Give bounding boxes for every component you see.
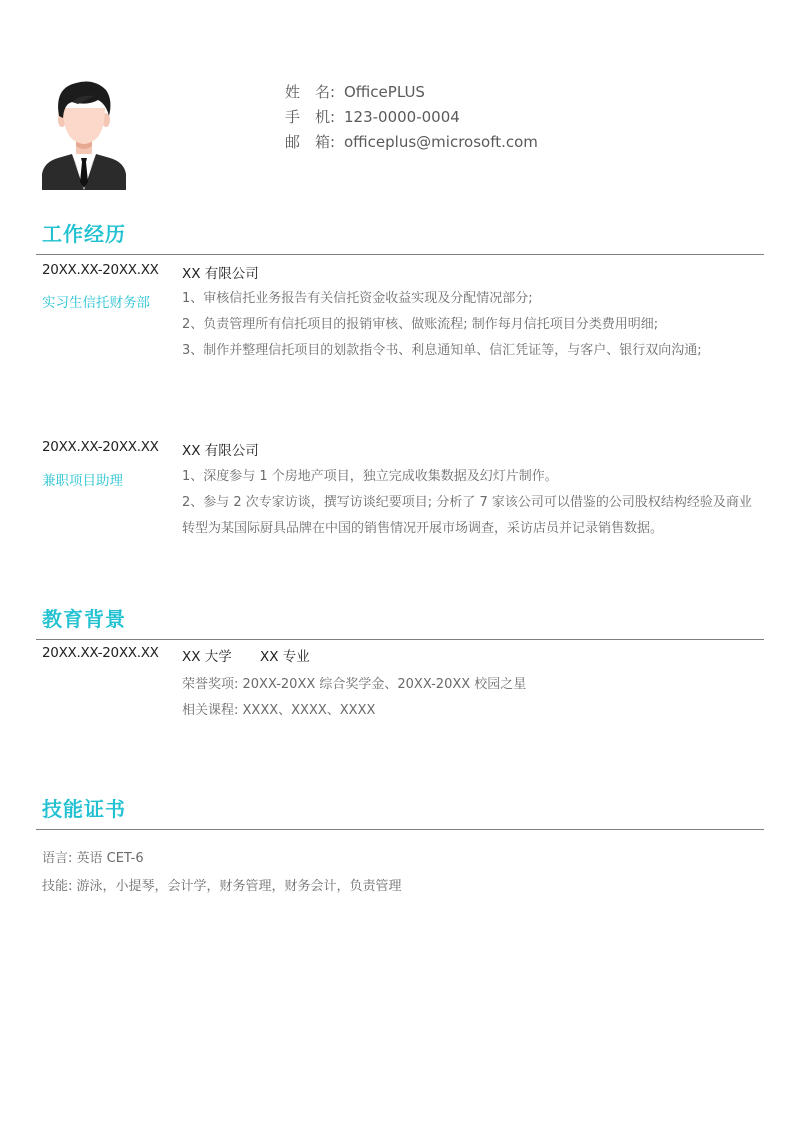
contact-info [285, 80, 538, 155]
job-2-company: XX 有限公司 [182, 443, 259, 459]
job-2-bullets [182, 464, 764, 542]
skills-list: 技能: 游泳，小提琴，会计学，财务管理，财务会计，负责管理 [42, 879, 402, 894]
job-1-role: 实习生信托财务部 [42, 295, 150, 311]
email-row [285, 130, 538, 155]
job-1-company: XX 有限公司 [182, 266, 259, 282]
phone-label: 手 机: [285, 108, 336, 126]
name-value: OfficePLUS [344, 83, 425, 101]
phone-row [285, 105, 538, 130]
job-2-bullet: 1、深度参与 1 个房地产项目，独立完成收集数据及幻灯片制作。 [182, 469, 558, 484]
job-2-date: 20XX.XX-20XX.XX [42, 439, 159, 455]
job-1-bullets [182, 286, 764, 364]
education-section-title: 教育背景 [42, 607, 126, 631]
skills-section-title: 技能证书 [42, 797, 126, 821]
work-section-title: 工作经历 [42, 222, 126, 246]
education-school: XX 大学 [182, 649, 232, 665]
education-honors: 荣誉奖项: 20XX-20XX 综合奖学金、20XX-20XX 校园之星 [182, 677, 527, 692]
email-value[interactable]: officeplus@microsoft.com [344, 133, 538, 151]
job-2-role: 兼职项目助理 [42, 473, 123, 489]
skills-divider [36, 829, 764, 830]
education-divider [36, 639, 764, 640]
phone-value: 123-0000-0004 [344, 108, 460, 126]
name-label: 姓 名: [285, 83, 336, 101]
skills-language: 语言: 英语 CET-6 [42, 851, 144, 866]
avatar [42, 78, 126, 190]
education-courses: 相关课程: XXXX、XXXX、XXXX [182, 703, 376, 718]
education-major: XX 专业 [260, 649, 310, 665]
job-2-bullet: 2、参与 2 次专家访谈，撰写访谈纪要项目; 分析了 7 家该公司可以借鉴的公司股权结构经验及商业转型为某国际厨具品牌在中国的销售情况开展市场调查，采访店员并记录销售数据。 [182, 495, 752, 536]
email-label: 邮 箱: [285, 133, 336, 151]
job-1-date: 20XX.XX-20XX.XX [42, 262, 159, 278]
education-date: 20XX.XX-20XX.XX [42, 645, 159, 661]
job-1-bullet: 3、制作并整理信托项目的划款指令书、利息通知单、信汇凭证等，与客户、银行双向沟通; [182, 343, 702, 358]
name-row [285, 80, 538, 105]
job-1-bullet: 2、负责管理所有信托项目的报销审核、做账流程; 制作每月信托项目分类费用明细; [182, 317, 659, 332]
work-divider [36, 254, 764, 255]
job-1-bullet: 1、审核信托业务报告有关信托资金收益实现及分配情况部分; [182, 291, 533, 306]
